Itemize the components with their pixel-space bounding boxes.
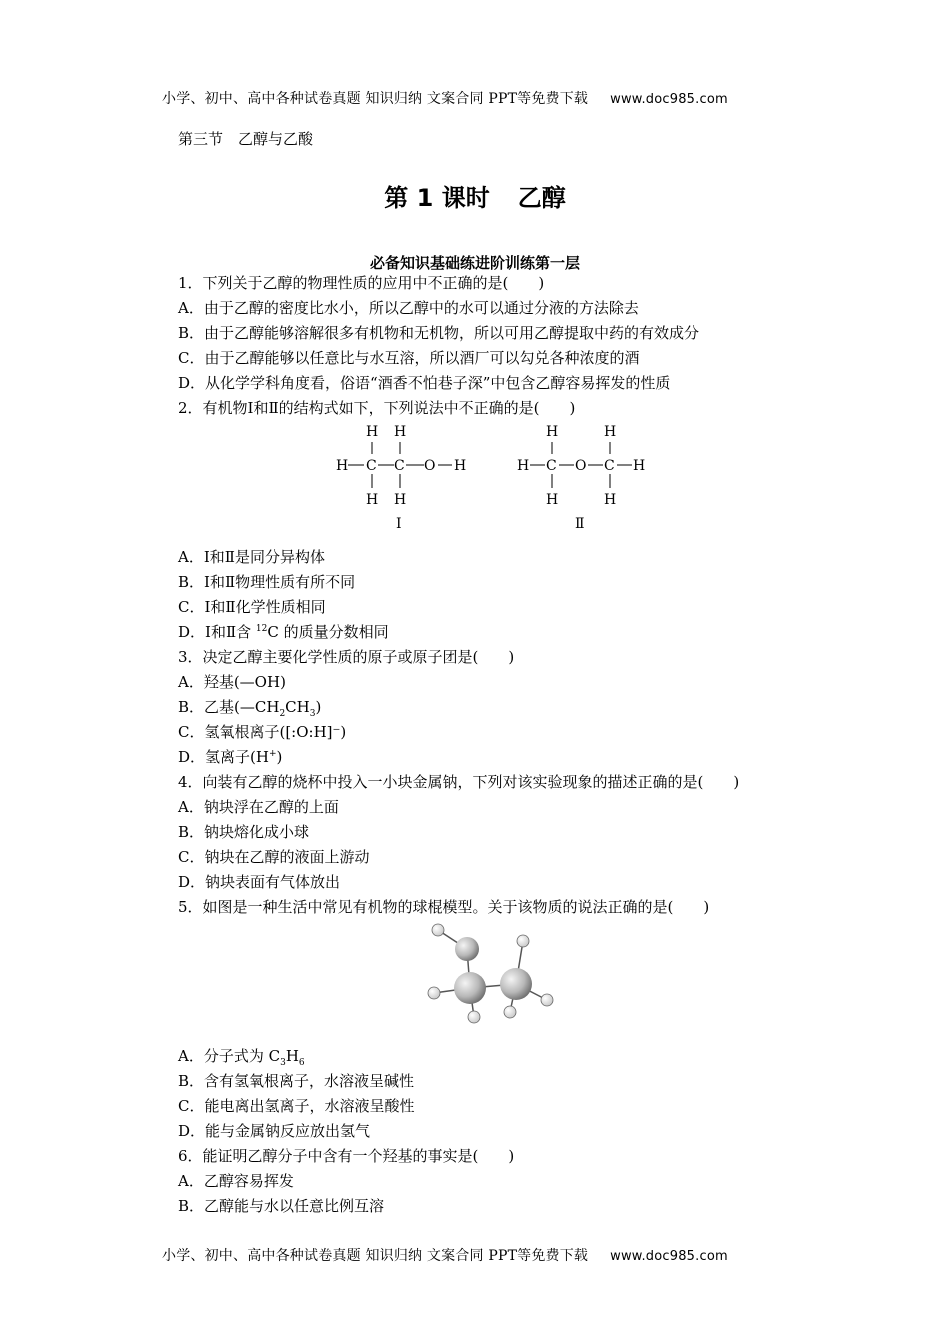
structural-formulas xyxy=(320,418,680,538)
model-bonds xyxy=(434,930,547,1017)
atom-h: H xyxy=(454,458,467,474)
ball-and-stick-model xyxy=(420,918,560,1028)
atom-h: H xyxy=(517,458,530,474)
title-lesson: 第 1 课时 xyxy=(384,184,490,212)
page-footer xyxy=(162,1245,728,1265)
q3-option-d: D．氢离子(H+) xyxy=(178,748,283,766)
carbon-atom xyxy=(500,968,532,1000)
q4-option-b: B．钠块熔化成小球 xyxy=(178,823,310,841)
q4-option-a: A．钠块浮在乙醇的上面 xyxy=(178,798,339,816)
atom-h: H xyxy=(366,492,379,508)
q3-option-c: C．氢氧根离子([:O:H]⁻) xyxy=(178,723,347,741)
q2-option-c: C．Ⅰ和Ⅱ化学性质相同 xyxy=(178,598,326,616)
formula-two-atoms xyxy=(517,424,645,532)
q2-option-d: D．Ⅰ和Ⅱ含 $^{12}$C 的质量分数相同 xyxy=(178,623,389,641)
atom-c: C xyxy=(546,458,557,474)
q4-stem: 4．向装有乙醇的烧杯中投入一小块金属钠，下列对该实验现象的描述正确的是( ) xyxy=(178,773,740,791)
q5-option-a: A．分子式为 $C_3H_6$ xyxy=(178,1047,305,1068)
hydrogen-atom xyxy=(517,935,529,947)
atom-o: O xyxy=(575,458,587,474)
q1-stem: 1．下列关于乙醇的物理性质的应用中不正确的是( ) xyxy=(178,274,545,292)
q1-option-a: A．由于乙醇的密度比水小，所以乙醇中的水可以通过分液的方法除去 xyxy=(178,299,639,317)
atom-h: H xyxy=(604,492,617,508)
q2-option-b: B．Ⅰ和Ⅱ物理性质有所不同 xyxy=(178,573,356,591)
atom-h: H xyxy=(604,424,617,440)
hydrogen-atom xyxy=(432,924,444,936)
q3-stem: 3．决定乙醇主要化学性质的原子或原子团是( ) xyxy=(178,648,515,666)
hydrogen-atom xyxy=(468,1011,480,1023)
hydrogen-atom xyxy=(504,1006,516,1018)
q2-option-a: A．Ⅰ和Ⅱ是同分异构体 xyxy=(178,548,325,566)
footer-site-link[interactable]: www.doc985.com xyxy=(610,1249,728,1264)
title-topic: 乙醇 xyxy=(517,184,566,212)
page-header xyxy=(162,88,728,108)
atom-c: C xyxy=(366,458,377,474)
section-heading: 第三节 乙醇与乙酸 xyxy=(178,130,314,148)
atom-h: H xyxy=(366,424,379,440)
q3-option-a: A．羟基(—OH) xyxy=(178,673,286,691)
q6-option-b: B．乙醇能与水以任意比例互溶 xyxy=(178,1197,385,1215)
atom-c: C xyxy=(604,458,615,474)
q2-stem: 2．有机物Ⅰ和Ⅱ的结构式如下，下列说法中不正确的是( ) xyxy=(178,399,576,417)
hydrogen-atom xyxy=(428,987,440,999)
q4-option-d: D．钠块表面有气体放出 xyxy=(178,873,341,891)
hydrogen-atom xyxy=(541,994,553,1006)
q6-option-a: A．乙醇容易挥发 xyxy=(178,1172,294,1190)
atom-c: C xyxy=(394,458,405,474)
atom-h: H xyxy=(546,492,559,508)
q5-option-b: B．含有氢氧根离子，水溶液呈碱性 xyxy=(178,1072,415,1090)
header-text: 小学、初中、高中各种试卷真题 知识归纳 文案合同 PPT等免费下载 xyxy=(162,91,589,107)
formula-label-2: Ⅱ xyxy=(575,516,585,532)
atom-h: H xyxy=(336,458,349,474)
q4-option-c: C．钠块在乙醇的液面上游动 xyxy=(178,848,370,866)
formula-one-atoms xyxy=(336,424,466,532)
atom-h: H xyxy=(633,458,646,474)
footer-text: 小学、初中、高中各种试卷真题 知识归纳 文案合同 PPT等免费下载 xyxy=(162,1248,589,1264)
oxygen-atom xyxy=(455,937,479,961)
page-title xyxy=(0,178,950,213)
q1-option-b: B．由于乙醇能够溶解很多有机物和无机物，所以可用乙醇提取中药的有效成分 xyxy=(178,324,700,342)
atom-o: O xyxy=(424,458,436,474)
atom-h: H xyxy=(546,424,559,440)
q5-option-c: C．能电离出氢离子，水溶液呈酸性 xyxy=(178,1097,415,1115)
q3-option-b: B．乙基$(—CH_2CH_3)$ xyxy=(178,698,322,719)
atom-h: H xyxy=(394,492,407,508)
q5-stem: 5．如图是一种生活中常见有机物的球棍模型。关于该物质的说法正确的是( ) xyxy=(178,898,710,916)
exercise-subtitle: 必备知识基础练进阶训练第一层 xyxy=(369,254,580,272)
q1-option-d: D．从化学学科角度看，俗语“酒香不怕巷子深”中包含乙醇容易挥发的性质 xyxy=(178,374,671,392)
header-site-link[interactable]: www.doc985.com xyxy=(610,92,728,107)
q1-option-c: C．由于乙醇能够以任意比与水互溶，所以酒厂可以勾兑各种浓度的酒 xyxy=(178,349,640,367)
carbon-atom xyxy=(454,972,486,1004)
q6-stem: 6．能证明乙醇分子中含有一个羟基的事实是( ) xyxy=(178,1147,515,1165)
atom-h: H xyxy=(394,424,407,440)
q5-option-d: D．能与金属钠反应放出氢气 xyxy=(178,1122,371,1140)
formula-label-1: Ⅰ xyxy=(396,516,402,532)
model-atoms xyxy=(428,924,553,1023)
